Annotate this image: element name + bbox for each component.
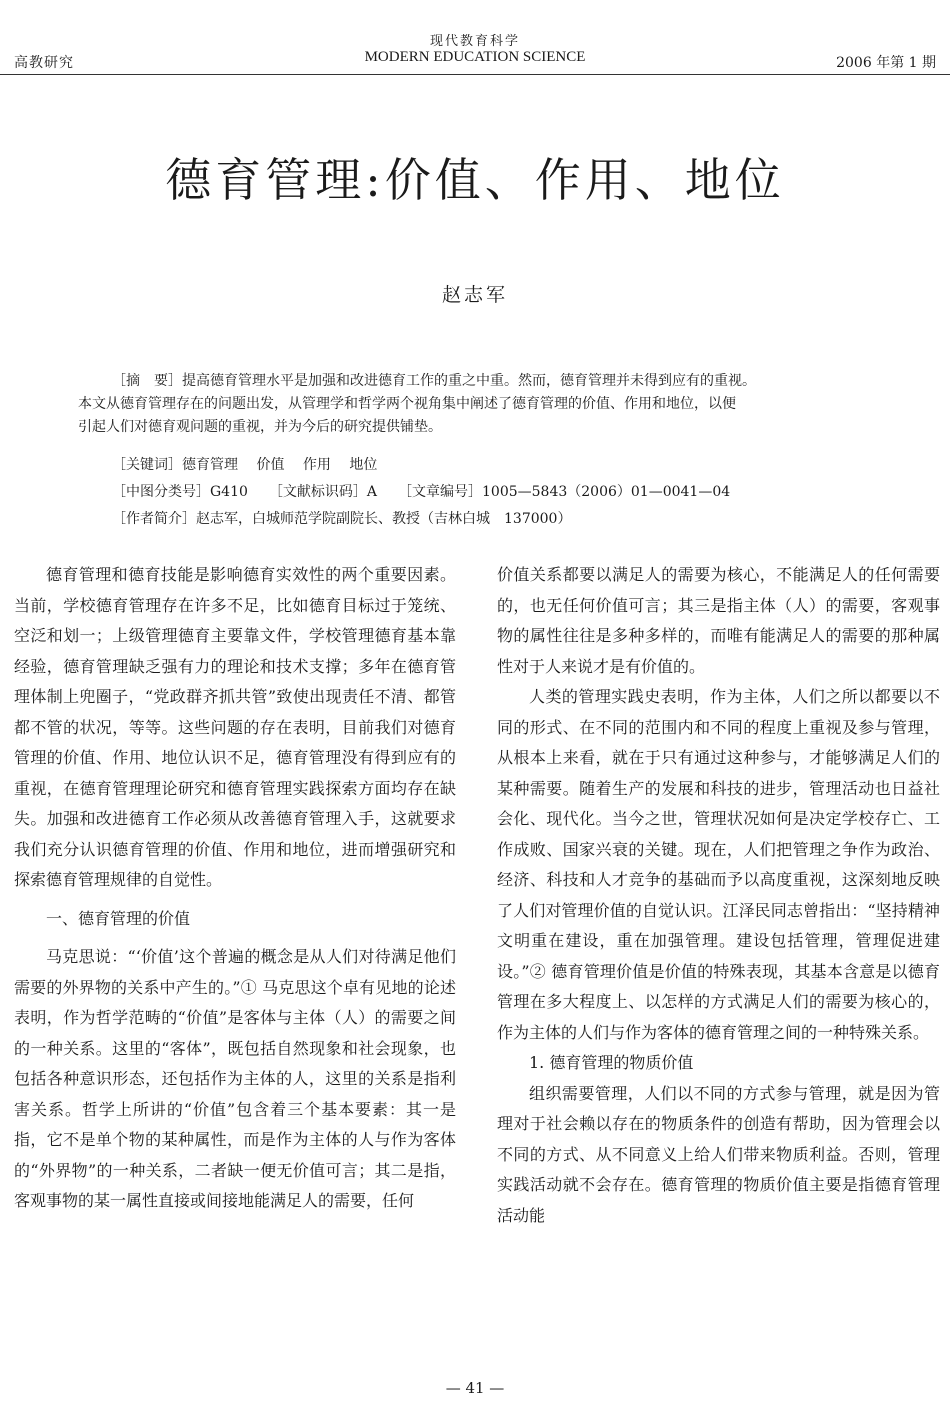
article-title: 德育管理:价值、作用、地位: [165, 153, 785, 207]
issue-label: 2006 年第 1 期: [836, 55, 936, 71]
abstract-line: ［摘 要］提高德育管理水平是加强和改进德育工作的重之中重。然而，德育管理并未得到应有的重视。: [112, 373, 756, 389]
article-metadata: [112, 452, 730, 533]
keywords: ［关键词］德育管理 价值 作用 地位: [112, 457, 378, 473]
header-divider: [0, 74, 950, 75]
journal-name: [0, 34, 950, 66]
right-column: [497, 560, 940, 1231]
classification-codes: ［中图分类号］G410 ［文献标识码］A ［文章编号］1005—5843（2006）01—0041—04: [112, 484, 731, 500]
page-number: — 41 —: [445, 1379, 505, 1397]
body-paragraph: 组织需要管理，人们以不同的方式参与管理，就是因为管理对于社会赖以存在的物质条件的创造有帮助，因为管理会以不同的方式、从不同意义上给人们带来物质利益。否则，管理实践活动就不会存在。德育管理的物质价值主要是指德育管理活动能: [497, 1083, 940, 1225]
body-paragraph: 马克思说：“‘价值’这个普遍的概念是从人们对待满足他们需要的外界物的关系中产生的。”① 马克思这个卓有见地的论述表明，作为哲学范畴的“价值”是客体与主体（人）的需要之间的一种关系。这里的“客体”，既包括自然现象和社会现象，也包括各种意识形态，还包括作为主体的人，这里的关系是指利害关系。哲学上所讲的“价值”包含着三个基本要素：其一是指，它不是单个物的某种属性，而是作为主体的人与作为客体的“外界物”的一种关系，二者缺一便无价值可言；其二是指，客观事物的某一属性直接或间接地能满足人的需要，任何: [14, 947, 456, 1210]
left-column: [14, 560, 456, 1217]
author-intro: ［作者简介］赵志军，白城师范学院副院长、教授（吉林白城 137000）: [112, 511, 572, 527]
body-paragraph: 人类的管理实践史表明，作为主体，人们之所以都要以不同的形式、在不同的范围内和不同的程度上重视及参与管理，从根本上来看，就在于只有通过这种参与，才能够满足人们的某种需要。随着生产的发展和科技的进步，管理活动也日益社会化、现代化。当今之世，管理状况如何是决定学校存亡、工作成败、国家兴衰的关键。现在，人们把管理之争作为政治、经济、科技和人才竞争的基础而予以高度重视，这深刻地反映了人们对管理价值的自觉认识。江泽民同志曾指出：“坚持精神文明重在建设，重在加强管理。建设包括管理，管理促进建设。”② 德育管理价值是价值的特殊表现，其基本含意是以德育管理在多大程度上、以怎样的方式满足人们的需要为核心的，作为主体的人们与作为客体的德育管理之间的一种特殊关系。: [497, 687, 940, 1042]
abstract: [78, 370, 888, 439]
body-paragraph: 德育管理和德育技能是影响德育实效性的两个重要因素。当前，学校德育管理存在许多不足，比如德育目标过于笼统、空泛和划一；上级管理德育主要靠文件，学校管理德育基本靠经验，德育管理缺乏强有力的理论和技术支撑；多年在德育管理体制上兜圈子，“党政群齐抓共管”致使出现责任不清、都管都不管的状况，等等。这些问题的存在表明，目前我们对德育管理的价值、作用、地位认识不足，德育管理没有得到应有的重视，在德育管理理论研究和德育管理实践探索方面均存在缺失。加强和改进德育工作必须从改善德育管理入手，这就要求我们充分认识德育管理的价值、作用和地位，进而增强研究和探索德育管理规律的自觉性。: [14, 565, 456, 889]
journal-name-en: MODERN EDUCATION SCIENCE: [364, 49, 586, 65]
abstract-line: 引起人们对德育观问题的重视，并为今后的研究提供铺垫。: [78, 419, 442, 435]
journal-section-label: 高教研究: [14, 55, 74, 71]
subsection-heading: 1. 德育管理的物质价值: [529, 1053, 694, 1072]
article-author: 赵志军: [441, 284, 508, 306]
body-paragraph: 价值关系都要以满足人的需要为核心，不能满足人的任何需要的，也无任何价值可言；其三是指主体（人）的需要，客观事物的属性往往是多种多样的，而唯有能满足人的需要的那种属性对于人来说才是有价值的。: [497, 565, 940, 676]
section-heading: 一、德育管理的价值: [46, 908, 191, 928]
abstract-line: 本文从德育管理存在的问题出发，从管理学和哲学两个视角集中阐述了德育管理的价值、作用和地位，以便: [78, 396, 736, 412]
journal-name-cn: 现代教育科学: [429, 34, 520, 49]
